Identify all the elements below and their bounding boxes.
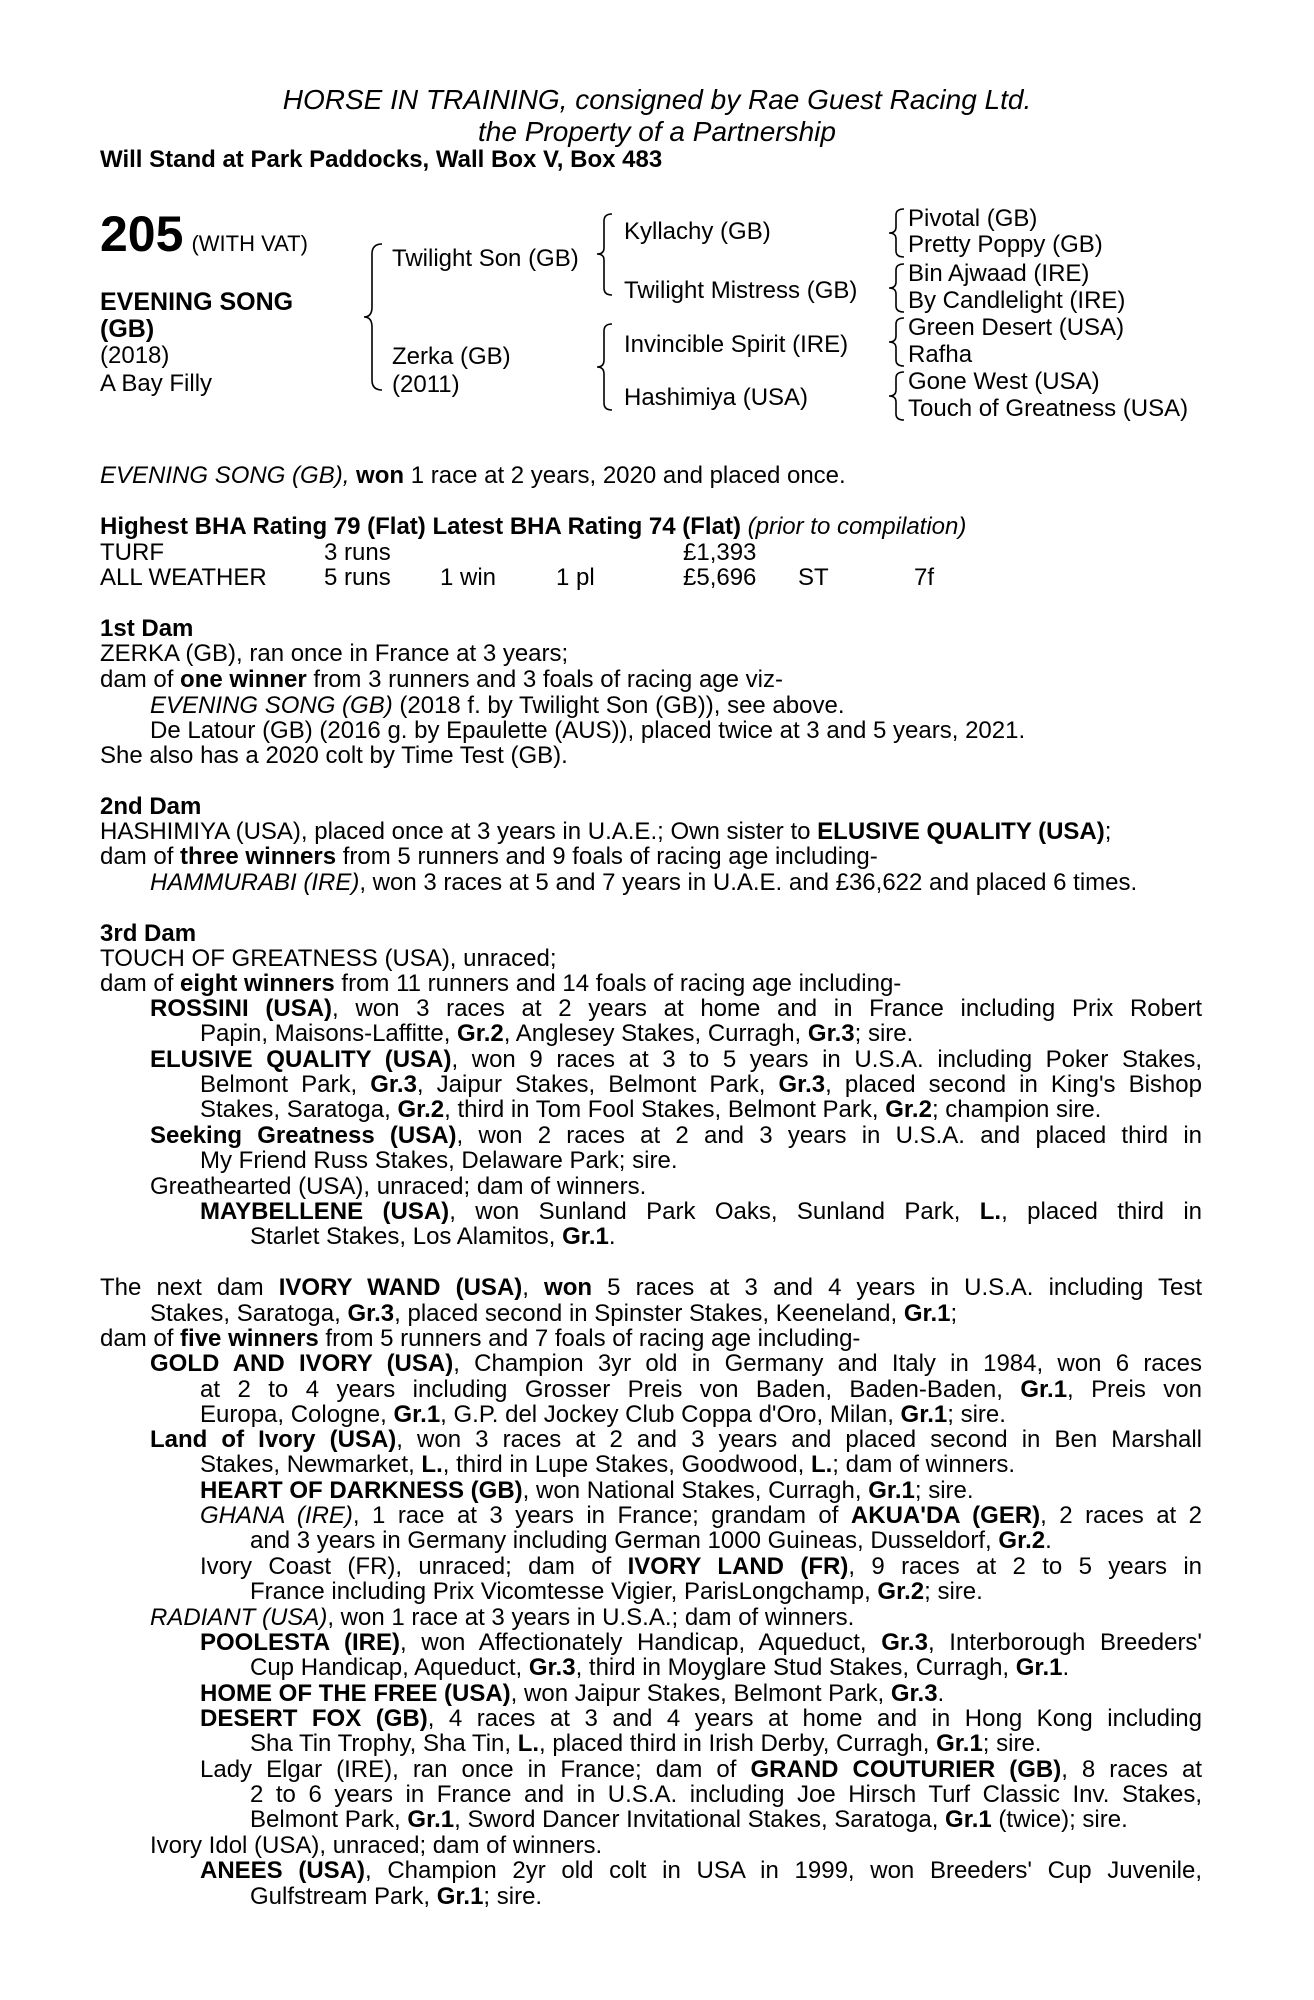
- third-dam-line: TOUCH OF GREATNESS (USA), unraced;: [100, 945, 557, 972]
- third-dam-line: dam of eight winners from 11 runners and 14 foals of racing age including-: [100, 970, 902, 997]
- third-dam-line: Seeking Greatness (USA), won 2 races at 2 and 3 years in U.S.A. and placed third in: [150, 1122, 1202, 1149]
- pedigree-dam: Zerka (GB): [392, 343, 511, 370]
- next-dam-line: Gulfstream Park, Gr.1; sire.: [250, 1883, 543, 1910]
- next-dam-line: Ivory Idol (USA), unraced; dam of winners.: [150, 1832, 603, 1859]
- record-aw-placed: 1 pl: [556, 564, 595, 591]
- next-dam-line: at 2 to 4 years including Grosser Preis von Baden, Baden-Baden, Gr.1, Preis von: [200, 1376, 1202, 1403]
- next-dam-line: Sha Tin Trophy, Sha Tin, L., placed third in Irish Derby, Curragh, Gr.1; sire.: [250, 1730, 1042, 1757]
- record-turf-prize: £1,393: [683, 539, 757, 566]
- stand-location: Will Stand at Park Paddocks, Wall Box V, Box 483: [100, 146, 663, 173]
- next-dam-line: DESERT FOX (GB), 4 races at 3 and 4 years at home and in Hong Kong including: [200, 1705, 1202, 1732]
- horse-name-line2: (GB): [100, 315, 155, 343]
- record-turf-surface: TURF: [100, 539, 164, 566]
- third-dam-line: ELUSIVE QUALITY (USA), won 9 races at 3 to 5 years in U.S.A. including Poker Stakes,: [150, 1046, 1203, 1073]
- lot-number: 205: [100, 206, 184, 262]
- pedigree-g8: Touch of Greatness (USA): [908, 395, 1189, 422]
- third-dam-line: Stakes, Saratoga, Gr.2, third in Tom Fool Stakes, Belmont Park, Gr.2; champion sire.: [200, 1096, 1102, 1123]
- lot-number-block: [100, 205, 308, 263]
- horse-description: A Bay Filly: [100, 370, 213, 397]
- third-dam-line: Belmont Park, Gr.3, Jaipur Stakes, Belmont Park, Gr.3, placed second in King's Bishop: [200, 1071, 1202, 1098]
- next-dam-line: RADIANT (USA), won 1 race at 3 years in U.S.A.; dam of winners.: [150, 1604, 855, 1631]
- second-dam-line: dam of three winners from 5 runners and 9 foals of racing age including-: [100, 843, 878, 870]
- pedigree-brace-dam: [594, 322, 618, 412]
- third-dam-line: Starlet Stakes, Los Alamitos, Gr.1.: [250, 1223, 616, 1250]
- next-dam-line: The next dam IVORY WAND (USA), won 5 races at 3 and 4 years in U.S.A. including Test: [100, 1274, 1202, 1301]
- next-dam-line: Europa, Cologne, Gr.1, G.P. del Jockey Club Coppa d'Oro, Milan, Gr.1; sire.: [200, 1401, 1006, 1428]
- record-aw-prize: £5,696: [683, 564, 757, 591]
- vat-note: (WITH VAT): [191, 231, 308, 256]
- next-dam-line: Land of Ivory (USA), won 3 races at 2 and 3 years and placed second in Ben Marshall: [150, 1426, 1202, 1453]
- first-dam-line: ZERKA (GB), ran once in France at 3 years;: [100, 640, 569, 667]
- third-dam-line: Greathearted (USA), unraced; dam of winners.: [150, 1173, 647, 1200]
- page-subtitle: the Property of a Partnership: [478, 116, 836, 147]
- second-dam-line: HASHIMIYA (USA), placed once at 3 years in U.A.E.; Own sister to ELUSIVE QUALITY (USA);: [100, 818, 1112, 845]
- second-dam-heading: 2nd Dam: [100, 793, 202, 820]
- record-aw-wins: 1 win: [440, 564, 497, 591]
- pedigree-brace-g3: [886, 316, 910, 368]
- pedigree-sire-sire: Kyllachy (GB): [624, 218, 771, 245]
- next-dam-line: Lady Elgar (IRE), ran once in France; dam of GRAND COUTURIER (GB), 8 races at: [200, 1756, 1203, 1783]
- pedigree-brace-sire: [594, 212, 618, 297]
- record-aw-runs: 5 runs: [324, 564, 391, 591]
- pedigree-dam-sire: Invincible Spirit (IRE): [624, 331, 849, 358]
- pedigree-g4: By Candlelight (IRE): [908, 287, 1126, 314]
- pedigree-g2: Pretty Poppy (GB): [908, 231, 1103, 258]
- pedigree-sire-dam: Twilight Mistress (GB): [624, 277, 858, 304]
- next-dam-line: ANEES (USA), Champion 2yr old colt in USA in 1999, won Breeders' Cup Juvenile,: [200, 1857, 1202, 1884]
- next-dam-line: dam of five winners from 5 runners and 7 foals of racing age including-: [100, 1325, 861, 1352]
- race-summary: EVENING SONG (GB), won 1 race at 2 years, 2020 and placed once.: [100, 462, 846, 489]
- horse-name-line1: EVENING SONG: [100, 288, 294, 316]
- next-dam-line: HOME OF THE FREE (USA), won Jaipur Stakes, Belmont Park, Gr.3.: [200, 1680, 945, 1707]
- third-dam-line: Papin, Maisons-Laffitte, Gr.2, Anglesey Stakes, Curragh, Gr.3; sire.: [200, 1020, 914, 1047]
- first-dam-line: She also has a 2020 colt by Time Test (GB).: [100, 742, 568, 769]
- second-dam-line: HAMMURABI (IRE), won 3 races at 5 and 7 years in U.A.E. and £36,622 and placed 6 times.: [150, 869, 1138, 896]
- third-dam-line: MAYBELLENE (USA), won Sunland Park Oaks, Sunland Park, L., placed third in: [200, 1198, 1202, 1225]
- next-dam-line: Cup Handicap, Aqueduct, Gr.3, third in Moyglare Stud Stakes, Curragh, Gr.1.: [250, 1654, 1070, 1681]
- record-aw-surface: ALL WEATHER: [100, 564, 267, 591]
- next-dam-line: Stakes, Saratoga, Gr.3, placed second in Spinster Stakes, Keeneland, Gr.1;: [150, 1300, 958, 1327]
- third-dam-line: ROSSINI (USA), won 3 races at 2 years at home and in France including Prix Robert: [150, 995, 1202, 1022]
- record-aw-track: ST: [798, 564, 829, 591]
- pedigree-g1: Pivotal (GB): [908, 205, 1038, 232]
- next-dam-line: GHANA (IRE), 1 race at 3 years in France; grandam of AKUA'DA (GER), 2 races at 2: [200, 1502, 1203, 1529]
- bha-rating: Highest BHA Rating 79 (Flat) Latest BHA Rating 74 (Flat) (prior to compilation): [100, 513, 967, 540]
- next-dam-line: Ivory Coast (FR), unraced; dam of IVORY LAND (FR), 9 races at 2 to 5 years in: [200, 1553, 1202, 1580]
- first-dam-line: De Latour (GB) (2016 g. by Epaulette (AUS)), placed twice at 3 and 5 years, 2021.: [150, 717, 1026, 744]
- pedigree-dam-dam: Hashimiya (USA): [624, 384, 809, 411]
- record-turf-runs: 3 runs: [324, 539, 391, 566]
- horse-year: (2018): [100, 342, 170, 369]
- pedigree-brace-g1: [886, 207, 910, 259]
- record-aw-distance: 7f: [914, 564, 935, 591]
- next-dam-line: France including Prix Vicomtesse Vigier, ParisLongchamp, Gr.2; sire.: [250, 1578, 983, 1605]
- pedigree-g7: Gone West (USA): [908, 368, 1100, 395]
- pedigree-g6: Rafha: [908, 341, 973, 368]
- pedigree-dam-year: (2011): [392, 371, 460, 398]
- pedigree-g5: Green Desert (USA): [908, 314, 1125, 341]
- next-dam-line: Belmont Park, Gr.1, Sword Dancer Invitational Stakes, Saratoga, Gr.1 (twice); sire.: [250, 1806, 1128, 1833]
- pedigree-brace-main: [360, 242, 390, 392]
- pedigree-g3: Bin Ajwaad (IRE): [908, 260, 1090, 287]
- next-dam-line: 2 to 6 years in France and in U.S.A. including Joe Hirsch Turf Classic Inv. Stakes,: [250, 1781, 1202, 1808]
- first-dam-heading: 1st Dam: [100, 615, 194, 642]
- next-dam-line: Stakes, Newmarket, L., third in Lupe Stakes, Goodwood, L.; dam of winners.: [200, 1451, 1016, 1478]
- pedigree-sire: Twilight Son (GB): [392, 245, 579, 272]
- pedigree-brace-g4: [886, 370, 910, 422]
- pedigree-brace-g2: [886, 262, 910, 314]
- third-dam-heading: 3rd Dam: [100, 920, 197, 947]
- page-title: HORSE IN TRAINING, consigned by Rae Guest Racing Ltd.: [282, 84, 1032, 115]
- first-dam-line: dam of one winner from 3 runners and 3 foals of racing age viz-: [100, 666, 783, 693]
- next-dam-line: and 3 years in Germany including German 1000 Guineas, Dusseldorf, Gr.2.: [250, 1527, 1052, 1554]
- third-dam-line: My Friend Russ Stakes, Delaware Park; sire.: [200, 1147, 678, 1174]
- first-dam-line: EVENING SONG (GB) (2018 f. by Twilight Son (GB)), see above.: [150, 692, 845, 719]
- next-dam-line: GOLD AND IVORY (USA), Champion 3yr old in Germany and Italy in 1984, won 6 races: [150, 1350, 1203, 1377]
- next-dam-line: HEART OF DARKNESS (GB), won National Stakes, Curragh, Gr.1; sire.: [200, 1477, 974, 1504]
- next-dam-line: POOLESTA (IRE), won Affectionately Handicap, Aqueduct, Gr.3, Interborough Breeders': [200, 1629, 1203, 1656]
